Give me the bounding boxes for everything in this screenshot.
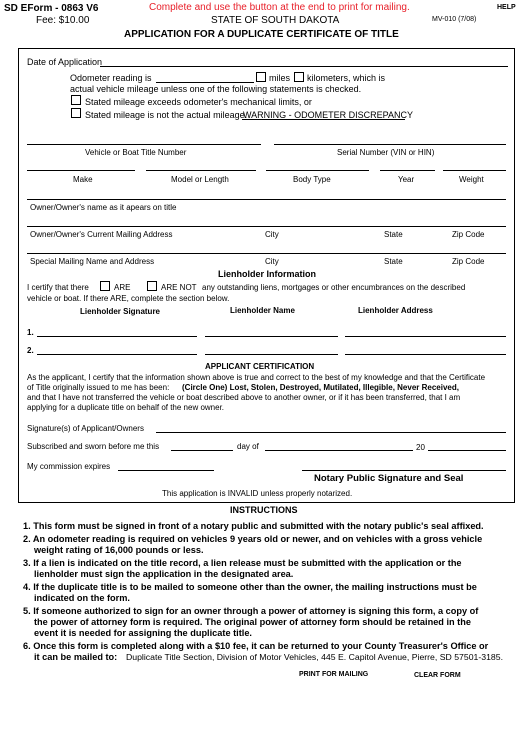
special-state-label: State bbox=[384, 257, 403, 266]
sworn-label: Subscribed and sworn before me this bbox=[27, 442, 160, 451]
notary-label: Notary Public Signature and Seal bbox=[314, 473, 464, 484]
lien-certify-prefix: I certify that there bbox=[27, 283, 89, 292]
owner-city-label: City bbox=[265, 230, 279, 239]
instruction-5: 5. If someone authorized to sign for an owner through a power of attorney is signing this form, a copy of bbox=[23, 606, 479, 616]
day-of-label: day of bbox=[237, 442, 259, 451]
mailing-address: Duplicate Title Section, Division of Motor Vehicles, 445 E. Capitol Avenue, Pierre, SD 57501-3185. bbox=[126, 652, 503, 662]
liens-are-checkbox[interactable] bbox=[100, 281, 110, 291]
owner-state-label: State bbox=[384, 230, 403, 239]
lien1-address-field[interactable] bbox=[345, 336, 506, 337]
instruction-5-cont: the power of attorney form is required. The original power of attorney form should be retained in the bbox=[34, 617, 471, 627]
exceeds-checkbox[interactable] bbox=[71, 95, 81, 105]
commission-field[interactable] bbox=[118, 470, 214, 471]
odometer-label: Odometer reading is bbox=[70, 73, 152, 83]
lien-certify-text: any outstanding liens, mortgages or other encumbrances on the described bbox=[202, 283, 466, 292]
special-address-label: Special Mailing Name and Address bbox=[30, 257, 155, 266]
liens-are-label: ARE bbox=[114, 283, 131, 292]
year-prefix: 20 bbox=[416, 443, 425, 452]
lien2-address-field[interactable] bbox=[345, 354, 506, 355]
weight-label: Weight bbox=[459, 175, 484, 184]
title-number-label: Vehicle or Boat Title Number bbox=[85, 148, 187, 157]
instruction-3-cont: lienholder must sign the application in the designated area. bbox=[34, 569, 294, 579]
form-number: MV-010 (7/08) bbox=[432, 16, 477, 23]
instruction-4: 4. If the duplicate title is to be mailed to someone other than the owner, the mailing instructions must be bbox=[23, 582, 477, 592]
form-title: APPLICATION FOR A DUPLICATE CERTIFICATE OF TITLE bbox=[124, 29, 399, 40]
applicant-signature-field[interactable] bbox=[156, 432, 506, 433]
instruction-3: 3. If a lien is indicated on the title record, a lien release must be submitted with the application or the bbox=[23, 558, 462, 568]
owner-address-field[interactable] bbox=[27, 226, 506, 227]
circle-one-options[interactable]: (Circle One) Lost, Stolen, Destroyed, Mutilated, Illegible, Never Received, bbox=[182, 383, 459, 392]
instruction-6-cont: it can be mailed to: bbox=[34, 652, 118, 662]
instruction-4-cont: indicated on the form. bbox=[34, 593, 130, 603]
lien1-name-field[interactable] bbox=[205, 336, 338, 337]
special-zip-label: Zip Code bbox=[452, 257, 485, 266]
owner-address-label: Owner/Owner's Current Mailing Address bbox=[30, 230, 173, 239]
miles-checkbox[interactable] bbox=[256, 72, 266, 82]
instruction-2-cont: weight rating of 16,000 pounds or less. bbox=[34, 545, 204, 555]
miles-label: miles bbox=[269, 73, 291, 83]
form-id: SD EForm - 0863 V6 bbox=[4, 3, 99, 14]
liens-are-not-label: ARE NOT bbox=[161, 283, 197, 292]
serial-label: Serial Number (VIN or HIN) bbox=[337, 148, 435, 157]
instruction-1: 1. This form must be signed in front of a notary public and submitted with the notary public's seal affixed. bbox=[23, 521, 484, 531]
not-actual-checkbox[interactable] bbox=[71, 108, 81, 118]
fee-label: Fee: $10.00 bbox=[36, 15, 90, 26]
make-label: Make bbox=[73, 175, 93, 184]
instructions-heading: INSTRUCTIONS bbox=[230, 505, 298, 515]
model-label: Model or Length bbox=[171, 175, 229, 184]
odometer-warning: WARNING - ODOMETER DISCREPANCY bbox=[243, 110, 414, 120]
certification-heading: APPLICANT CERTIFICATION bbox=[205, 362, 315, 371]
sworn-day-field[interactable] bbox=[171, 450, 233, 451]
exceeds-label: Stated mileage exceeds odometer's mechanical limits, or bbox=[85, 97, 312, 107]
lien1-signature-field[interactable] bbox=[37, 336, 197, 337]
print-notice: Complete and use the button at the end to print for mailing. bbox=[149, 2, 410, 13]
instruction-5-cont2: event it is needed for assigning the duplicate title. bbox=[34, 628, 252, 638]
kilometers-checkbox[interactable] bbox=[294, 72, 304, 82]
owner-zip-label: Zip Code bbox=[452, 230, 485, 239]
certification-line4: applying for a duplicate title on behalf of the new owner. bbox=[27, 403, 225, 412]
invalid-notice: This application is INVALID unless properly notarized. bbox=[162, 489, 353, 498]
body-type-field[interactable] bbox=[266, 170, 369, 171]
certification-line2-prefix: of Title originally issued to me has been: bbox=[27, 383, 170, 392]
applicant-signature-label: Signature(s) of Applicant/Owners bbox=[27, 424, 144, 433]
serial-field[interactable] bbox=[274, 144, 506, 145]
liens-are-not-checkbox[interactable] bbox=[147, 281, 157, 291]
weight-field[interactable] bbox=[443, 170, 506, 171]
sworn-year-field[interactable] bbox=[428, 450, 506, 451]
commission-label: My commission expires bbox=[27, 462, 111, 471]
lien2-signature-field[interactable] bbox=[37, 354, 197, 355]
lien-certify-line2: vehicle or boat. If there ARE, complete the section below. bbox=[27, 294, 230, 303]
notary-signature-field[interactable] bbox=[302, 470, 506, 471]
body-type-label: Body Type bbox=[293, 175, 331, 184]
instruction-2: 2. An odometer reading is required on vehicles 9 years old or newer, and on vehicles with a gross vehicle bbox=[23, 534, 483, 544]
certification-line1: As the applicant, I certify that the information shown above is true and correct to the best of my knowledge and that the Certificate bbox=[27, 373, 486, 382]
lienholder-name-label: Lienholder Name bbox=[230, 306, 295, 315]
lienholder-signature-label: Lienholder Signature bbox=[80, 307, 161, 316]
kilometers-label: kilometers, which is bbox=[307, 73, 386, 83]
year-field[interactable] bbox=[380, 170, 435, 171]
print-for-mailing-button[interactable]: PRINT FOR MAILING bbox=[299, 671, 369, 678]
special-city-label: City bbox=[265, 257, 279, 266]
model-field[interactable] bbox=[146, 170, 256, 171]
clear-form-button[interactable]: CLEAR FORM bbox=[414, 672, 461, 679]
help-button[interactable]: HELP bbox=[497, 4, 516, 11]
year-label: Year bbox=[398, 175, 415, 184]
make-field[interactable] bbox=[27, 170, 135, 171]
owner-name-field[interactable] bbox=[27, 199, 506, 200]
not-actual-label: Stated mileage is not the actual mileage. bbox=[85, 110, 248, 120]
date-field[interactable] bbox=[100, 66, 508, 67]
lienholder-address-label: Lienholder Address bbox=[358, 306, 433, 315]
instruction-6: 6. Once this form is completed along with a $10 fee, it can be returned to your County Treasurer's Office or bbox=[23, 641, 489, 651]
special-address-field[interactable] bbox=[27, 253, 506, 254]
actual-mileage-text: actual vehicle mileage unless one of the following statements is checked. bbox=[70, 84, 362, 94]
sworn-month-field[interactable] bbox=[265, 450, 413, 451]
lienholder-heading: Lienholder Information bbox=[218, 269, 316, 279]
owner-name-label: Owner/Owner's name as it apears on title bbox=[30, 203, 177, 212]
lien2-name-field[interactable] bbox=[205, 354, 338, 355]
lien-row-1-number: 1. bbox=[27, 328, 34, 337]
lien-row-2-number: 2. bbox=[27, 346, 34, 355]
state-heading: STATE OF SOUTH DAKOTA bbox=[211, 15, 340, 26]
title-number-field[interactable] bbox=[27, 144, 261, 145]
odometer-field[interactable] bbox=[156, 82, 254, 83]
warning-underline bbox=[242, 119, 405, 120]
date-label: Date of Application bbox=[27, 57, 103, 67]
certification-line3: and that I have not transferred the vehicle or boat described above to another owner, or if it has been transferred, that I am bbox=[27, 393, 461, 402]
